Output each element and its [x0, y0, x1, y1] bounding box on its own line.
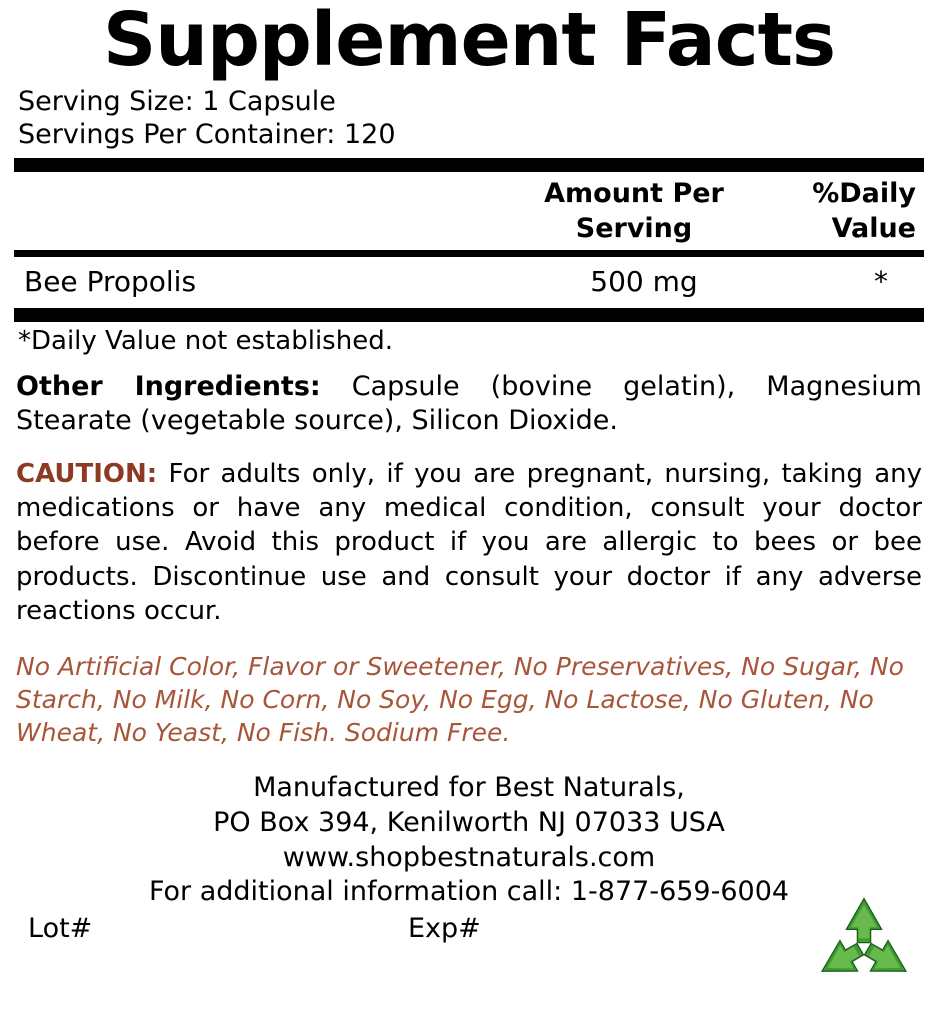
manufacturer-phone: For additional information call: 1-877-659-6004: [148, 876, 790, 908]
table-column-headers: [14, 172, 924, 250]
nutrient-daily-value: *: [874, 264, 888, 298]
divider-bottom: [14, 308, 924, 322]
other-ingredients-label: Other Ingredients:: [16, 370, 321, 402]
divider-top: [14, 158, 924, 172]
manufacturer-address: PO Box 394, Kenilworth NJ 07033 USA: [213, 806, 725, 838]
nutrient-name: Bee Propolis: [24, 264, 197, 298]
divider-header: [14, 250, 924, 257]
servings-per-container: Servings Per Container: 120: [18, 118, 396, 150]
serving-info: [14, 86, 924, 152]
manufacturer-website[interactable]: www.shopbestnaturals.com: [282, 841, 656, 873]
header-amount-per-serving: Amount Per Serving: [544, 177, 724, 244]
caution-label: CAUTION:: [16, 458, 158, 489]
other-ingredients-text: Capsule (bovine gelatin), Magnesium Stearate (vegetable source), Silicon Dioxide.: [16, 370, 922, 437]
nutrient-amount: 500 mg: [590, 264, 698, 298]
serving-size: Serving Size: 1 Capsule: [18, 85, 336, 117]
free-from-claims: No Artificial Color, Flavor or Sweetener, No Preservatives, No Sugar, No Starch, No Milk, No Corn, No Soy, No Egg, No Lactose, No Gluten, No Wheat, No Yeast, No Fish. Sodium Free.: [16, 652, 904, 748]
supplement-facts-label: [0, 2, 938, 1026]
page-title: Supplement Facts: [102, 0, 836, 83]
lot-exp-line: [14, 912, 924, 947]
caution-text: For adults only, if you are pregnant, nursing, taking any medications or have any medical condition, consult your doctor before use. Avoid this product if you are allergic to bees or bee products. Discontinue use and consult your doctor if any adverse reactions occur.: [16, 458, 922, 627]
expiry-field: Exp#: [408, 912, 481, 944]
manufacturer-block: [14, 771, 924, 946]
caution-statement: [14, 457, 924, 629]
lot-number-field: Lot#: [28, 912, 93, 944]
recycle-icon: [804, 892, 924, 1002]
header-daily-value: %Daily Value: [812, 177, 916, 244]
manufacturer-line-1: Manufactured for Best Naturals,: [253, 772, 685, 804]
daily-value-footnote: *Daily Value not established.: [18, 325, 393, 356]
table-row: [14, 257, 924, 308]
other-ingredients: [14, 370, 924, 439]
